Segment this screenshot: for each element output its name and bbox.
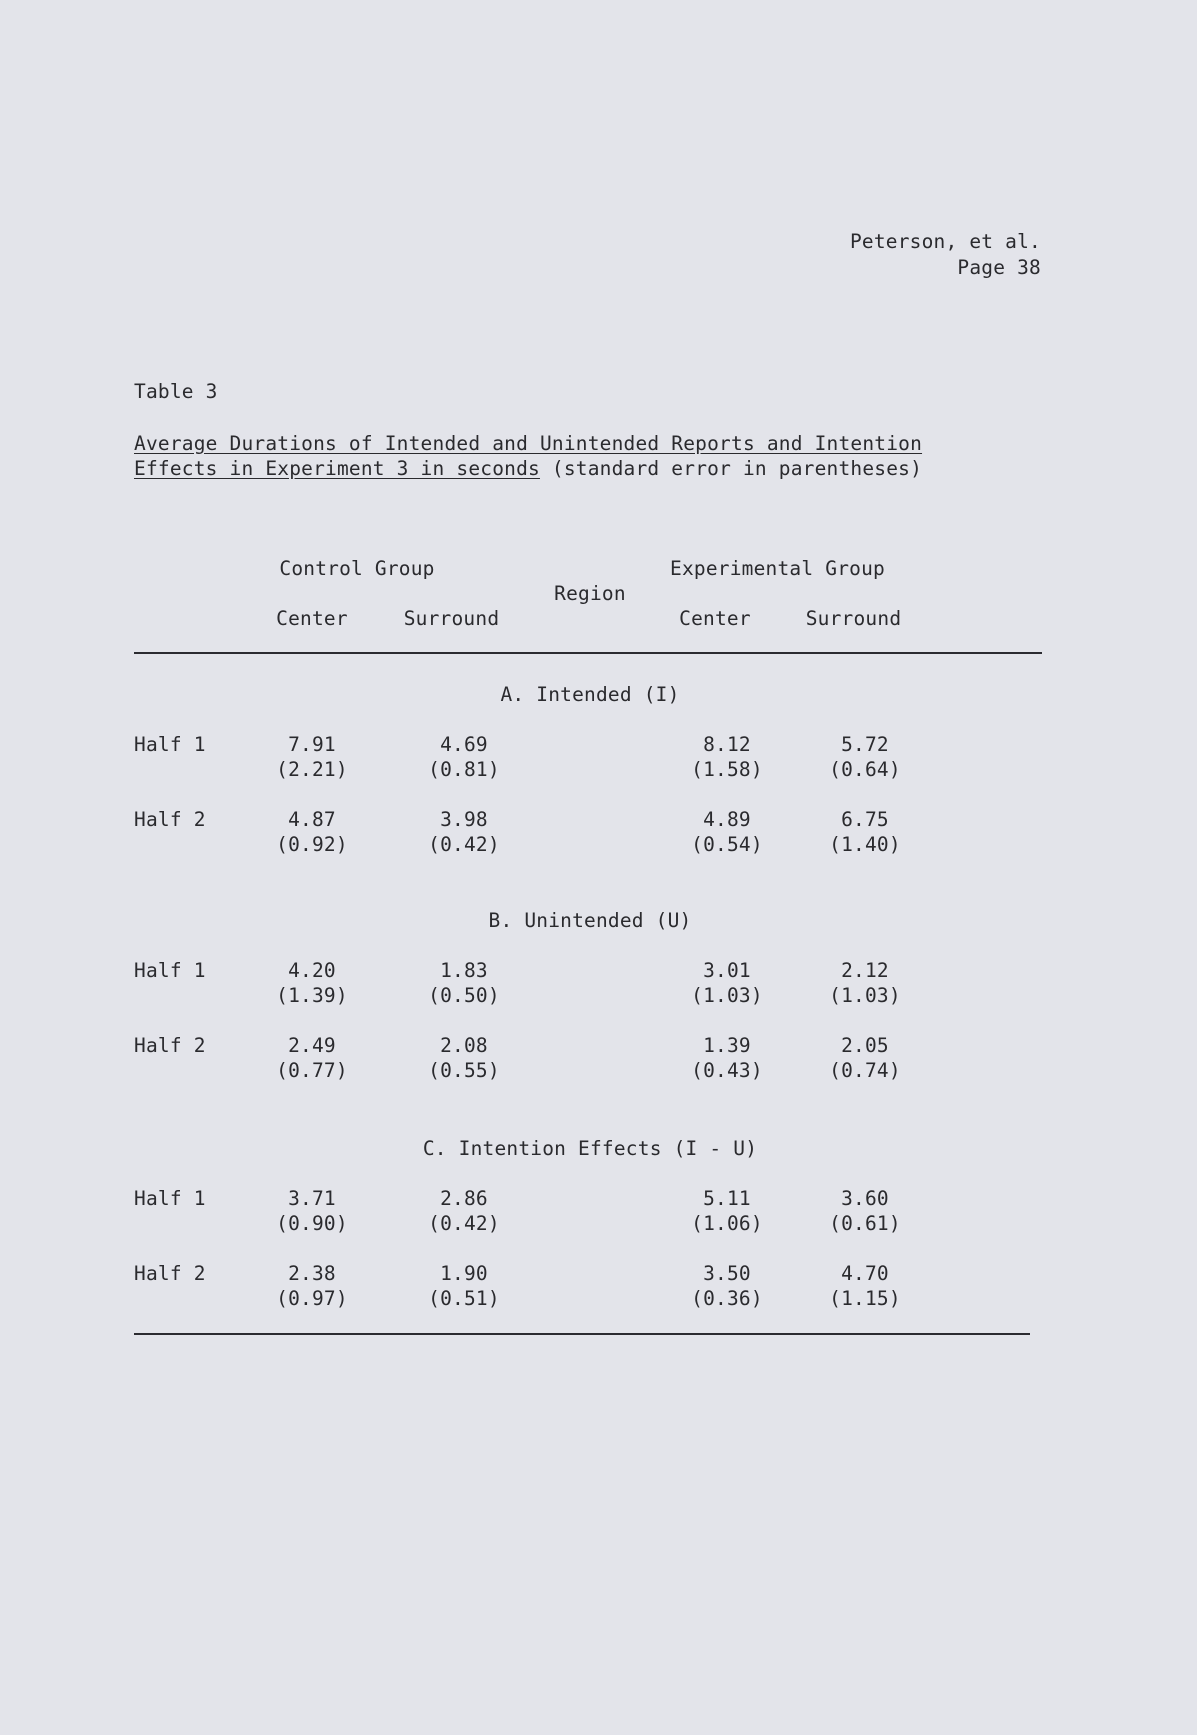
cell-exp-surround: 4.70: [841, 1262, 889, 1285]
cell-control-surround: 1.90: [440, 1262, 488, 1285]
row-label: Half 1: [134, 733, 206, 756]
cell-exp-center-se: (1.58): [691, 758, 763, 781]
col-header-exp-center: Center: [679, 607, 751, 630]
cell-exp-center: 3.01: [703, 959, 751, 982]
row-label: Half 2: [134, 1034, 206, 1057]
cell-exp-center-se: (0.36): [691, 1287, 763, 1310]
cell-control-surround: 3.98: [440, 808, 488, 831]
cell-exp-center-se: (1.06): [691, 1212, 763, 1235]
cell-exp-surround-se: (0.74): [829, 1059, 901, 1082]
cell-exp-surround: 3.60: [841, 1187, 889, 1210]
col-header-control-group: Control Group: [279, 557, 435, 580]
table-label: Table 3: [134, 380, 218, 403]
cell-control-center-se: (2.21): [276, 758, 348, 781]
table-top-rule: [134, 652, 1042, 654]
section-title-intention-effects: C. Intention Effects (I - U): [422, 1137, 758, 1160]
table-caption-line2: [134, 457, 922, 480]
page-number: Page 38: [957, 256, 1041, 279]
cell-exp-surround: 5.72: [841, 733, 889, 756]
row-label: Half 1: [134, 959, 206, 982]
cell-exp-surround-se: (1.03): [829, 984, 901, 1007]
section-title-intended: A. Intended (I): [500, 683, 680, 706]
cell-control-surround: 4.69: [440, 733, 488, 756]
cell-control-surround-se: (0.42): [428, 833, 500, 856]
table-caption-line1: Average Durations of Intended and Unintended Reports and Intention: [134, 432, 923, 455]
row-label: Half 1: [134, 1187, 206, 1210]
cell-exp-surround: 2.05: [841, 1034, 889, 1057]
cell-exp-center: 5.11: [703, 1187, 751, 1210]
cell-exp-center-se: (1.03): [691, 984, 763, 1007]
table-caption-line2-underlined: Effects in Experiment 3 in seconds: [134, 457, 540, 480]
running-head-author: Peterson, et al.: [849, 230, 1041, 253]
cell-control-surround-se: (0.51): [428, 1287, 500, 1310]
cell-control-center: 4.87: [288, 808, 336, 831]
cell-control-surround: 2.86: [440, 1187, 488, 1210]
cell-exp-center-se: (0.43): [691, 1059, 763, 1082]
cell-control-center-se: (0.77): [276, 1059, 348, 1082]
cell-control-center-se: (0.92): [276, 833, 348, 856]
col-header-exp-surround: Surround: [805, 607, 902, 630]
cell-control-center-se: (0.90): [276, 1212, 348, 1235]
cell-control-center-se: (1.39): [276, 984, 348, 1007]
cell-control-surround-se: (0.55): [428, 1059, 500, 1082]
cell-control-surround: 1.83: [440, 959, 488, 982]
col-header-control-surround: Surround: [403, 607, 500, 630]
cell-control-surround: 2.08: [440, 1034, 488, 1057]
cell-exp-surround-se: (0.61): [829, 1212, 901, 1235]
row-label: Half 2: [134, 1262, 206, 1285]
col-header-region: Region: [554, 582, 626, 605]
cell-exp-surround-se: (0.64): [829, 758, 901, 781]
cell-exp-surround: 6.75: [841, 808, 889, 831]
cell-exp-center: 3.50: [703, 1262, 751, 1285]
cell-exp-surround: 2.12: [841, 959, 889, 982]
cell-exp-center: 1.39: [703, 1034, 751, 1057]
cell-control-center: 4.20: [288, 959, 336, 982]
cell-exp-surround-se: (1.15): [829, 1287, 901, 1310]
row-label: Half 2: [134, 808, 206, 831]
cell-control-surround-se: (0.50): [428, 984, 500, 1007]
cell-exp-surround-se: (1.40): [829, 833, 901, 856]
cell-control-center: 3.71: [288, 1187, 336, 1210]
cell-exp-center: 4.89: [703, 808, 751, 831]
col-header-experimental-group: Experimental Group: [670, 557, 885, 580]
cell-control-center: 2.38: [288, 1262, 336, 1285]
cell-control-surround-se: (0.81): [428, 758, 500, 781]
table-bottom-rule: [134, 1333, 1030, 1335]
cell-control-surround-se: (0.42): [428, 1212, 500, 1235]
table-caption-line2-rest: (standard error in parentheses): [539, 457, 923, 480]
cell-control-center: 2.49: [288, 1034, 336, 1057]
cell-exp-center: 8.12: [703, 733, 751, 756]
cell-exp-center-se: (0.54): [691, 833, 763, 856]
cell-control-center: 7.91: [288, 733, 336, 756]
section-title-unintended: B. Unintended (U): [488, 909, 692, 932]
col-header-control-center: Center: [276, 607, 348, 630]
cell-control-center-se: (0.97): [276, 1287, 348, 1310]
